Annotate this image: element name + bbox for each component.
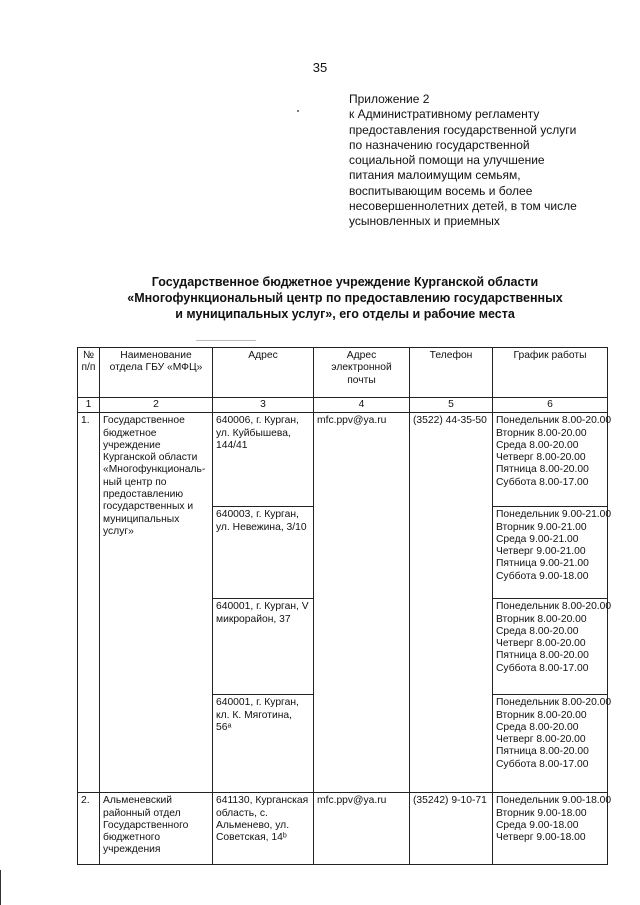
col-number: 3	[213, 398, 314, 413]
appendix-line: питания малоимущим семьям,	[349, 168, 521, 183]
row1-address-3: 640001, г. Курган, V микрорайон, 37	[213, 599, 314, 695]
header-schedule: График работы	[493, 348, 608, 398]
row1-address-1: 640006, г. Курган, ул. Куйбышева, 144/41	[213, 413, 314, 507]
row1-schedule-3	[493, 599, 612, 695]
row1-phone: (3522) 44-35-50	[410, 413, 493, 793]
appendix-line: предоставления государственной услуги	[349, 122, 577, 137]
schedule-line: Среда 8.00-20.00	[496, 625, 579, 637]
row1-schedule-4	[493, 695, 612, 793]
col-number: 6	[493, 398, 608, 413]
col-number: 2	[100, 398, 213, 413]
row2-schedule	[493, 793, 612, 865]
schedule-line: Суббота 8.00-17.00	[496, 476, 589, 488]
scan-speck	[297, 110, 299, 112]
appendix-line: несовершеннолетних детей, в том числе	[349, 199, 577, 214]
header-num: № п/п	[78, 348, 100, 398]
appendix-heading	[349, 92, 619, 230]
schedule-line: Пятница 8.00-20.00	[496, 746, 589, 758]
appendix-line: по назначению государственной	[349, 137, 530, 152]
row1-name: Государственное бюджетное учреждение Курганской области «Многофункциональ-ный центр по предоставлению государственных и муниципальных услуг»	[100, 413, 213, 793]
title-line: и муниципальных услуг», его отделы и рабочие места	[175, 307, 515, 321]
schedule-line: Четверг 9.00-21.00	[496, 546, 586, 558]
row1-schedule-1	[493, 413, 612, 507]
schedule-line: Среда 8.00-20.00	[496, 439, 579, 451]
schedule-line: Понедельник 9.00-18.00	[496, 795, 612, 807]
schedule-line: Пятница 8.00-20.00	[496, 650, 589, 662]
schedule-line: Четверг 8.00-20.00	[496, 638, 586, 650]
appendix-line: к Административному регламенту	[349, 107, 540, 122]
schedule-line: Суббота 8.00-17.00	[496, 662, 589, 674]
row1-schedule-2	[493, 507, 612, 599]
schedule-line: Пятница 8.00-20.00	[496, 464, 589, 476]
schedule-line: Вторник 9.00-21.00	[496, 521, 587, 533]
col-number: 4	[314, 398, 410, 413]
header-name: Наименование отдела ГБУ «МФЦ»	[100, 348, 213, 398]
schedule-line: Среда 8.00-20.00	[496, 721, 579, 733]
header-address: Адрес	[213, 348, 314, 398]
page-edge	[0, 870, 1, 905]
schedule-line: Пятница 9.00-21.00	[496, 558, 589, 570]
appendix-line: социальной помощи на улучшение	[349, 153, 545, 168]
scan-line	[196, 340, 256, 341]
schedule-line: Среда 9.00-18.00	[496, 819, 579, 831]
mfc-table	[77, 347, 612, 865]
page-number: 35	[312, 60, 328, 75]
document-title	[60, 274, 630, 322]
schedule-line: Суббота 8.00-17.00	[496, 758, 589, 770]
col-number: 5	[410, 398, 493, 413]
row2-address: 641130, Курганская область, с. Альменево, ул. Советская, 14ᵇ	[213, 793, 314, 865]
schedule-line: Понедельник 8.00-20.00	[496, 601, 612, 613]
row2-email: mfc.ppv@ya.ru	[314, 793, 410, 865]
header-phone: Телефон	[410, 348, 493, 398]
schedule-line: Вторник 8.00-20.00	[496, 613, 587, 625]
schedule-line: Вторник 8.00-20.00	[496, 427, 587, 439]
col-number: 1	[78, 398, 100, 413]
schedule-line: Четверг 8.00-20.00	[496, 734, 586, 746]
schedule-line: Понедельник 8.00-20.00	[496, 697, 612, 709]
schedule-line: Суббота 9.00-18.00	[496, 570, 589, 582]
header-email: Адрес электронной почты	[314, 348, 410, 398]
schedule-line: Среда 9.00-21.00	[496, 533, 579, 545]
schedule-line: Понедельник 8.00-20.00	[496, 415, 612, 427]
title-line: «Многофункциональный центр по предоставлению государственных	[127, 291, 563, 305]
schedule-line: Четверг 8.00-20.00	[496, 452, 586, 464]
row2-phone: (35242) 9-10-71	[410, 793, 493, 865]
title-line: Государственное бюджетное учреждение Курганской области	[151, 275, 539, 289]
row2-num: 2.	[78, 793, 100, 865]
schedule-line: Вторник 9.00-18.00	[496, 807, 587, 819]
appendix-line: воспитывающим восемь и более	[349, 183, 533, 198]
appendix-line: Приложение 2	[349, 92, 430, 106]
row1-address-2: 640003, г. Курган, ул. Невежина, 3/10	[213, 507, 314, 599]
schedule-line: Понедельник 9.00-21.00	[496, 509, 612, 521]
row1-address-4: 640001, г. Курган, кл. К. Мяготина, 56ᵃ	[213, 695, 314, 793]
row1-email: mfc.ppv@ya.ru	[314, 413, 410, 793]
row2-name: Альменевский районный отдел Государственного бюджетного учреждения	[100, 793, 213, 865]
schedule-line: Четверг 9.00-18.00	[496, 832, 586, 844]
appendix-line: усыновленных и приемных	[349, 214, 500, 229]
schedule-line: Вторник 8.00-20.00	[496, 709, 587, 721]
row1-num: 1.	[78, 413, 100, 793]
